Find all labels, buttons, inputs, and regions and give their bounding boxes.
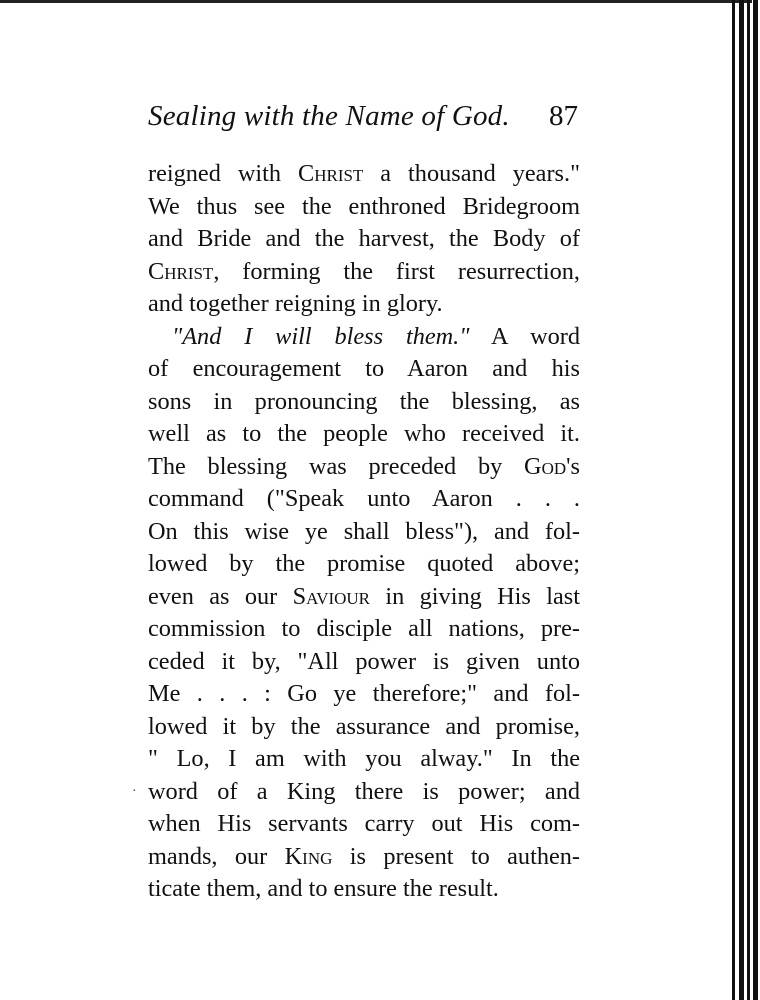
small-caps-word: Christ [298,160,364,187]
text-line: commission to disciple all nations, pre- [148,615,580,642]
text-line: even as our Saviour in giving His last [148,582,580,610]
small-caps-word: King [284,842,333,870]
page-number: 87 [549,100,578,132]
running-title: Sealing with the Name of God. [148,100,510,132]
top-rule [0,0,752,3]
text-line: when His servants carry out His com- [148,810,580,837]
text-line: We thus see the enthroned Bridegroom [148,192,580,220]
small-caps-word: Christ [148,257,214,285]
text-line: " Lo, I am with you alway." In the [148,745,580,772]
text-line: command ("Speak unto Aaron . . . [148,485,580,512]
text-line: On this wise ye shall bless"), and fol- [148,517,580,545]
book-spine-edge [726,0,760,1000]
text-line: and together reigning in glory. [148,290,443,317]
text-line: of encouragement to Aaron and his [148,355,580,382]
text-line: Christ, forming the first resurrection, [148,257,580,285]
small-caps-word: Saviour [292,582,371,610]
text-line: Me . . . : Go ye therefore;" and fol- [148,680,580,707]
italic-quote: "And I will bless them." [172,322,470,350]
text-line: reigned with Christ a thousand years." [148,160,581,187]
text-line: "And I will bless them." A word [172,322,580,350]
text-line: mands, our King is present to authen- [148,842,581,870]
text-line: and Bride and the harvest, the Body of [148,225,580,252]
stray-mark: · [132,784,137,799]
body-text [148,158,580,906]
text-line: ticate them, and to ensure the result. [148,875,499,902]
small-caps-word: God [524,452,567,480]
page-header [148,100,580,140]
text-line: well as to the people who received it. [148,420,580,447]
text-line: word of a King there is power; and [148,777,580,805]
text-line: lowed by the promise quoted above; [148,550,580,577]
text-line: ceded it by, "All power is given unto [148,647,580,675]
text-line: The blessing was preceded by God's [148,452,580,480]
text-line: lowed it by the assurance and promise, [148,712,580,740]
text-line: sons in pronouncing the blessing, as [148,387,580,415]
